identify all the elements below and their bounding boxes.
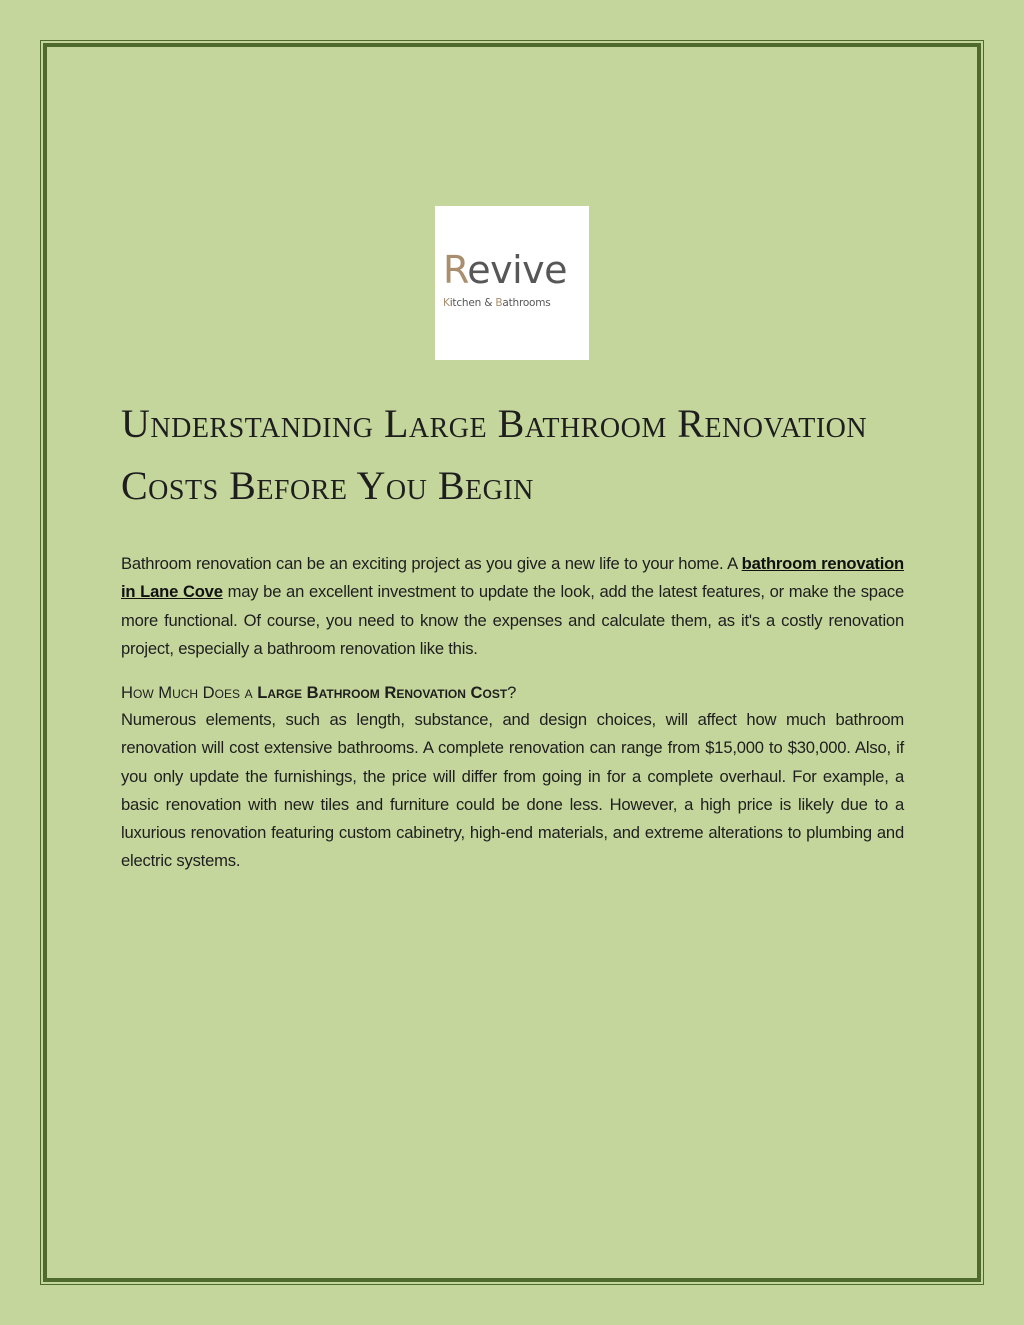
revive-logo xyxy=(435,206,589,360)
section-body: Numerous elements, such as length, substance, and design choices, will affect how much bathroom renovation will cost extensive bathrooms. A complete renovation can range from $15,000 to $30,000. Also, if you only update the furnishings, the price will differ from going in for a complete overhaul. For example, a basic renovation with new tiles and furniture could be done less. However, a high price is likely due to a luxurious renovation featuring custom cabinetry, high-end materials, and extreme alterations to plumbing and electric systems. xyxy=(121,710,904,871)
section-heading xyxy=(121,680,904,706)
section-heading-end: ? xyxy=(507,683,517,702)
section-heading-plain: How Much Does a xyxy=(121,683,258,702)
section-heading-bold: Large Bathroom Renovation Cost xyxy=(257,683,508,702)
page-title: Understanding Large Bathroom Renovation Costs Before You Begin xyxy=(121,401,868,508)
intro-paragraph xyxy=(121,550,904,663)
logo-wordmark xyxy=(443,250,583,290)
intro-text-after: may be an excellent investment to update the look, add the latest features, or make the space more functional. Of course, you need to know the expenses and calculate them, as it's a costly renovation project, especially a bathroom renovation like this. xyxy=(121,582,904,658)
logo-tagline-mid: itchen & xyxy=(449,297,496,309)
logo-tagline-initial-b: B xyxy=(495,297,503,309)
logo-tagline-initial-k: K xyxy=(443,297,450,309)
logo-wordmark-rest: evive xyxy=(467,248,567,292)
logo-tagline-rest: athrooms xyxy=(502,297,551,309)
bathroom-renovation-lane-cove-link[interactable]: bathroom renovation in Lane Cove xyxy=(121,554,904,602)
logo-wordmark-initial: R xyxy=(443,248,468,292)
logo-tagline xyxy=(443,296,589,310)
intro-text-before: Bathroom renovation can be an exciting project as you give a new life to your home. A xyxy=(121,554,742,573)
